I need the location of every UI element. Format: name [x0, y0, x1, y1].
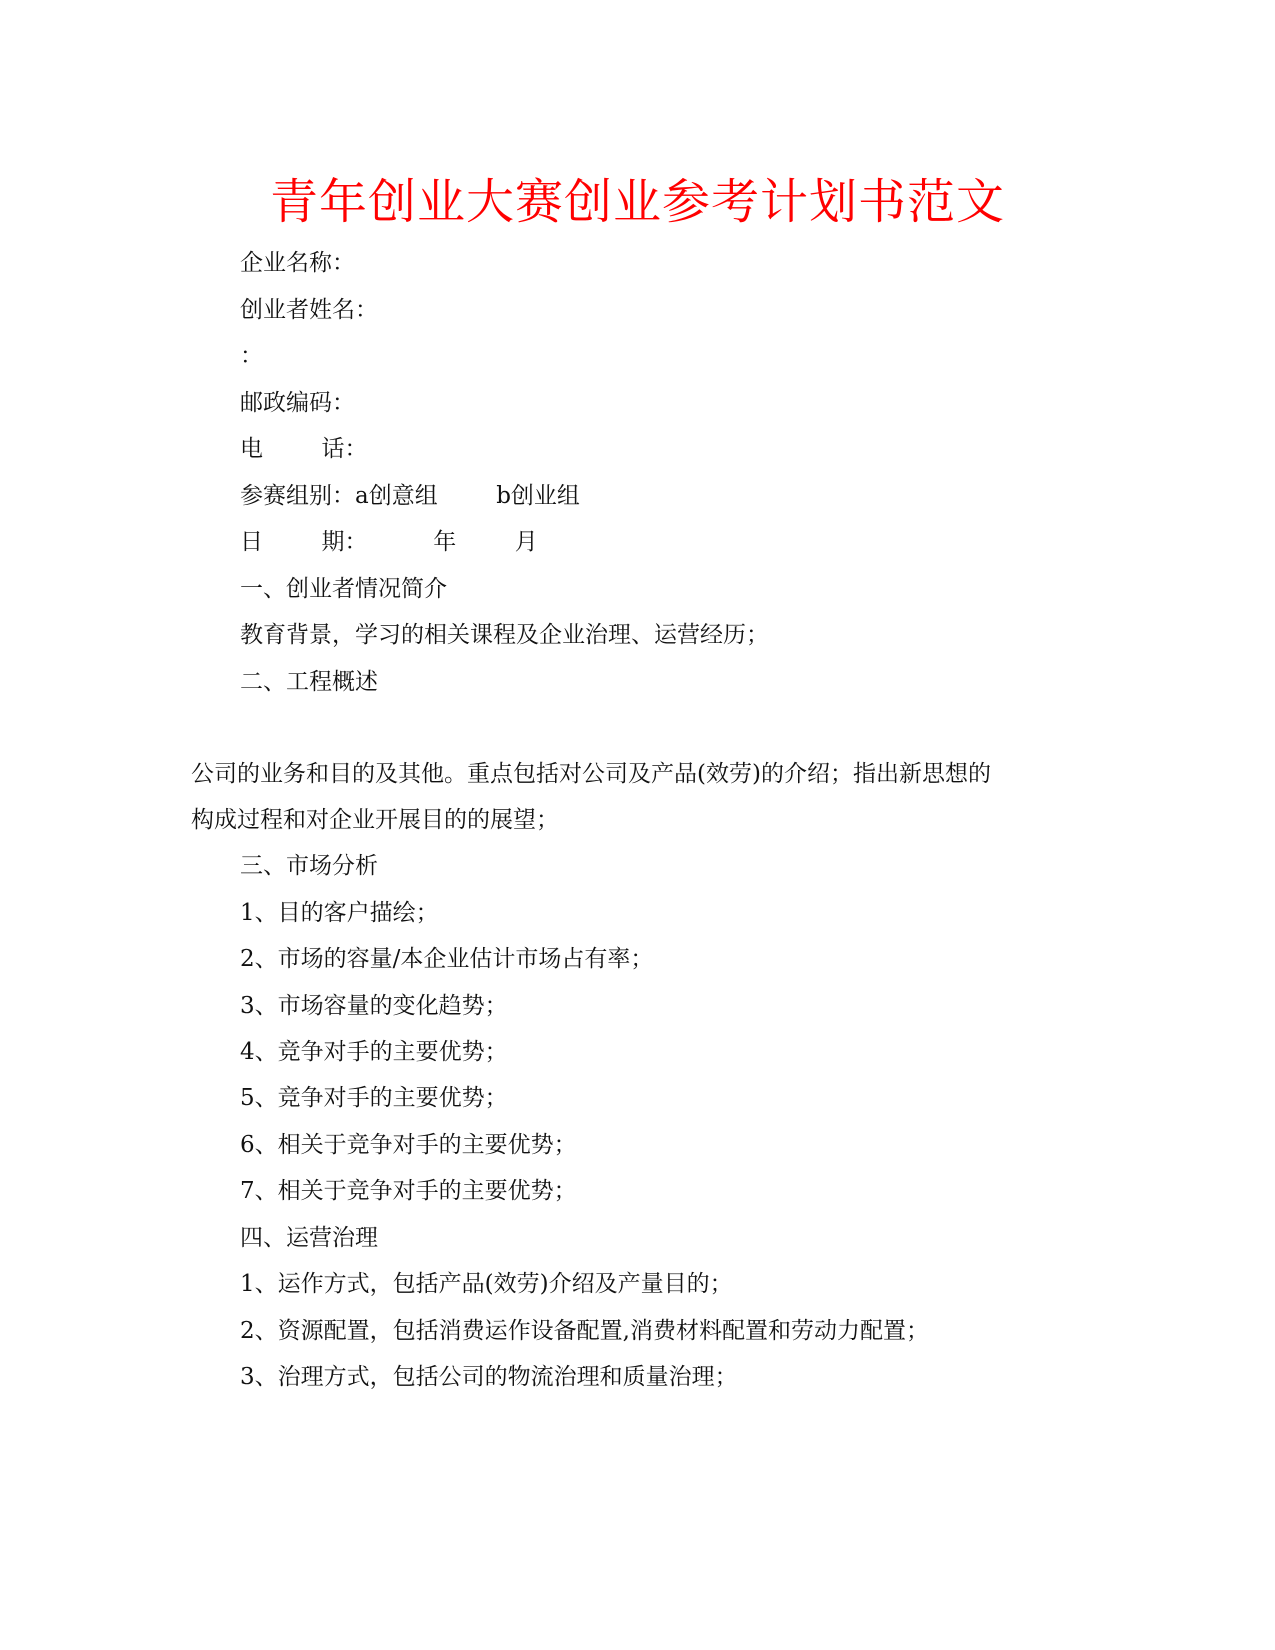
list-item: 6、相关于竞争对手的主要优势； — [240, 1132, 577, 1158]
field-company-name: 企业名称： — [240, 250, 355, 276]
section-heading-1: 一、创业者情况简介 — [240, 576, 447, 602]
field-founder-name: 创业者姓名： — [240, 297, 378, 323]
list-item: 2、资源配置，包括消费运作设备配置,消费材料配置和劳动力配置； — [240, 1318, 929, 1344]
field-date: 日 期： 年 月 — [240, 529, 538, 555]
section-heading-3: 三、市场分析 — [240, 853, 378, 879]
paragraph-education: 教育背景，学习的相关课程及企业治理、运营经历； — [240, 622, 769, 648]
field-category: 参赛组别：a创意组 b创业组 — [240, 483, 580, 509]
paragraph-overview-line-1: 公司的业务和目的及其他。重点包括对公司及产品(效劳)的介绍；指出新思想的 — [191, 761, 991, 787]
field-postal-code: 邮政编码： — [240, 390, 355, 416]
list-item: 5、竞争对手的主要优势； — [240, 1085, 508, 1111]
list-item: 2、市场的容量/本企业估计市场占有率； — [240, 946, 654, 972]
list-item: 4、竞争对手的主要优势； — [240, 1039, 508, 1065]
section-heading-4: 四、运营治理 — [240, 1225, 378, 1251]
document-title: 青年创业大赛创业参考计划书范文 — [269, 174, 1005, 230]
list-item: 3、市场容量的变化趋势； — [240, 993, 508, 1019]
field-phone: 电 话： — [240, 436, 368, 462]
list-item: 7、相关于竞争对手的主要优势； — [240, 1178, 577, 1204]
field-blank: ： — [240, 343, 263, 369]
paragraph-overview-line-2: 构成过程和对企业开展目的的展望； — [191, 807, 559, 833]
list-item: 1、运作方式，包括产品(效劳)介绍及产量目的； — [240, 1271, 733, 1297]
list-item: 1、目的客户描绘； — [240, 900, 439, 926]
list-item: 3、治理方式，包括公司的物流治理和质量治理； — [240, 1364, 738, 1390]
section-heading-2: 二、工程概述 — [240, 669, 378, 695]
